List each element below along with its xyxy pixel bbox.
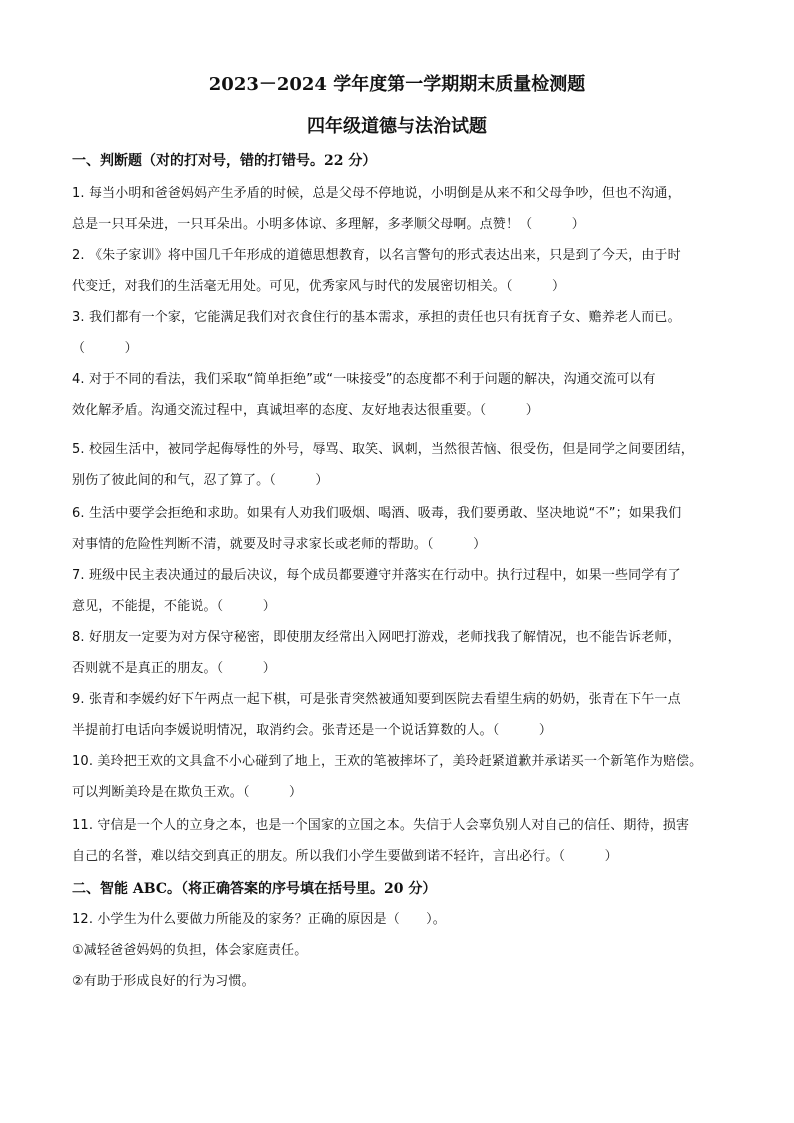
question-line: 4. 对于不同的看法，我们采取“简单拒绝”或“一味接受”的态度都不利于问题的解决，沟通交流可以有 [72,372,656,387]
question-4 [72,364,728,426]
question-5 [72,434,728,496]
question-stem: 12. 小学生为什么要做力所能及的家务？正确的原因是（ ）。 [72,912,446,927]
question-line: 代变迁，对我们的生活毫无用处。可见，优秀家风与时代的发展密切相关。（ ） [72,279,566,294]
question-line: 对事情的危险性判断不清，就要及时寻求家长或老师的帮助。（ ） [72,537,487,552]
option-1: ①减轻爸爸妈妈的负担，体会家庭责任。 [72,943,308,958]
question-8 [72,622,728,684]
question-line: 7. 班级中民主表决通过的最后决议，每个成员都要遵守并落实在行动中。执行过程中，如果一些同学有了 [72,568,681,583]
question-line: 别伤了彼此间的和气，忍了算了。（ ） [72,473,329,488]
question-line: 效化解矛盾。沟通交流过程中，真诚坦率的态度、友好地表达很重要。（ ） [72,403,539,418]
question-line: 3. 我们都有一个家，它能满足我们对衣食住行的基本需求，承担的责任也只有抚育子女、赡养老人而已。 [72,310,681,325]
question-11 [72,810,728,872]
section-heading-true-false: 一、判断题（对的打对号，错的打错号。22 分） [72,153,377,169]
question-line: 否则就不是真正的朋友。（ ） [72,661,276,676]
question-line: 可以判断美玲是在欺负王欢。（ ） [72,785,303,800]
question-12 [72,904,728,997]
question-line: （ ） [72,341,138,356]
exam-title: 2023－2024 学年度第一学期期末质量检测题 [208,74,586,95]
question-line: 意见，不能提，不能说。（ ） [72,599,276,614]
question-line: 2. 《朱子家训》将中国几千年形成的道德思想教育，以名言警句的形式表达出来，只是到了今天，由于时 [72,248,681,263]
question-line: 8. 好朋友一定要为对方保守秘密，即使朋友经常出入网吧打游戏，老师找我了解情况，也不能告诉老师， [72,630,681,645]
section-heading-multiple-choice: 二、智能 ABC。（将正确答案的序号填在括号里。20 分） [72,881,437,897]
question-line: 9. 张青和李媛约好下午两点一起下棋，可是张青突然被通知要到医院去看望生病的奶奶，张青在下午一点 [72,692,681,707]
question-2 [72,240,728,302]
question-line: 1. 每当小明和爸爸妈妈产生矛盾的时候，总是父母不停地说，小明倒是从来不和父母争吵，但也不沟通， [72,186,681,201]
option-2: ②有助于形成良好的行为习惯。 [72,974,255,989]
question-3 [72,302,728,364]
question-line: 半提前打电话向李媛说明情况，取消约会。张青还是一个说话算数的人。（ ） [72,723,553,738]
question-line: 总是一只耳朵进，一只耳朵出。小明多体谅、多理解，多孝顺父母啊。点赞！（ ） [72,217,585,232]
question-line: 10. 美玲把王欢的文具盒不小心碰到了地上，王欢的笔被摔坏了，美玲赶紧道歉并承诺买一个新笔作为赔偿。 [72,754,703,769]
question-1 [72,178,728,240]
question-line: 11. 守信是一个人的立身之本，也是一个国家的立国之本。失信于人会辜负别人对自己的信任、期待，损害 [72,818,690,833]
exam-subtitle: 四年级道德与法治试题 [307,116,487,137]
question-9 [72,684,728,746]
question-line: 5. 校园生活中，被同学起侮辱性的外号，辱骂、取笑、讽刺，当然很苦恼、很受伤，但是同学之间要团结， [72,442,694,457]
question-6 [72,498,728,560]
question-line: 自己的名誉，难以结交到真正的朋友。所以我们小学生要做到诺不轻许，言出必行。（ ） [72,849,618,864]
question-10 [72,746,728,808]
question-line: 6. 生活中要学会拒绝和求助。如果有人劝我们吸烟、喝酒、吸毒，我们要勇敢、坚决地说“不”；如果我们 [72,506,682,521]
question-7 [72,560,728,622]
